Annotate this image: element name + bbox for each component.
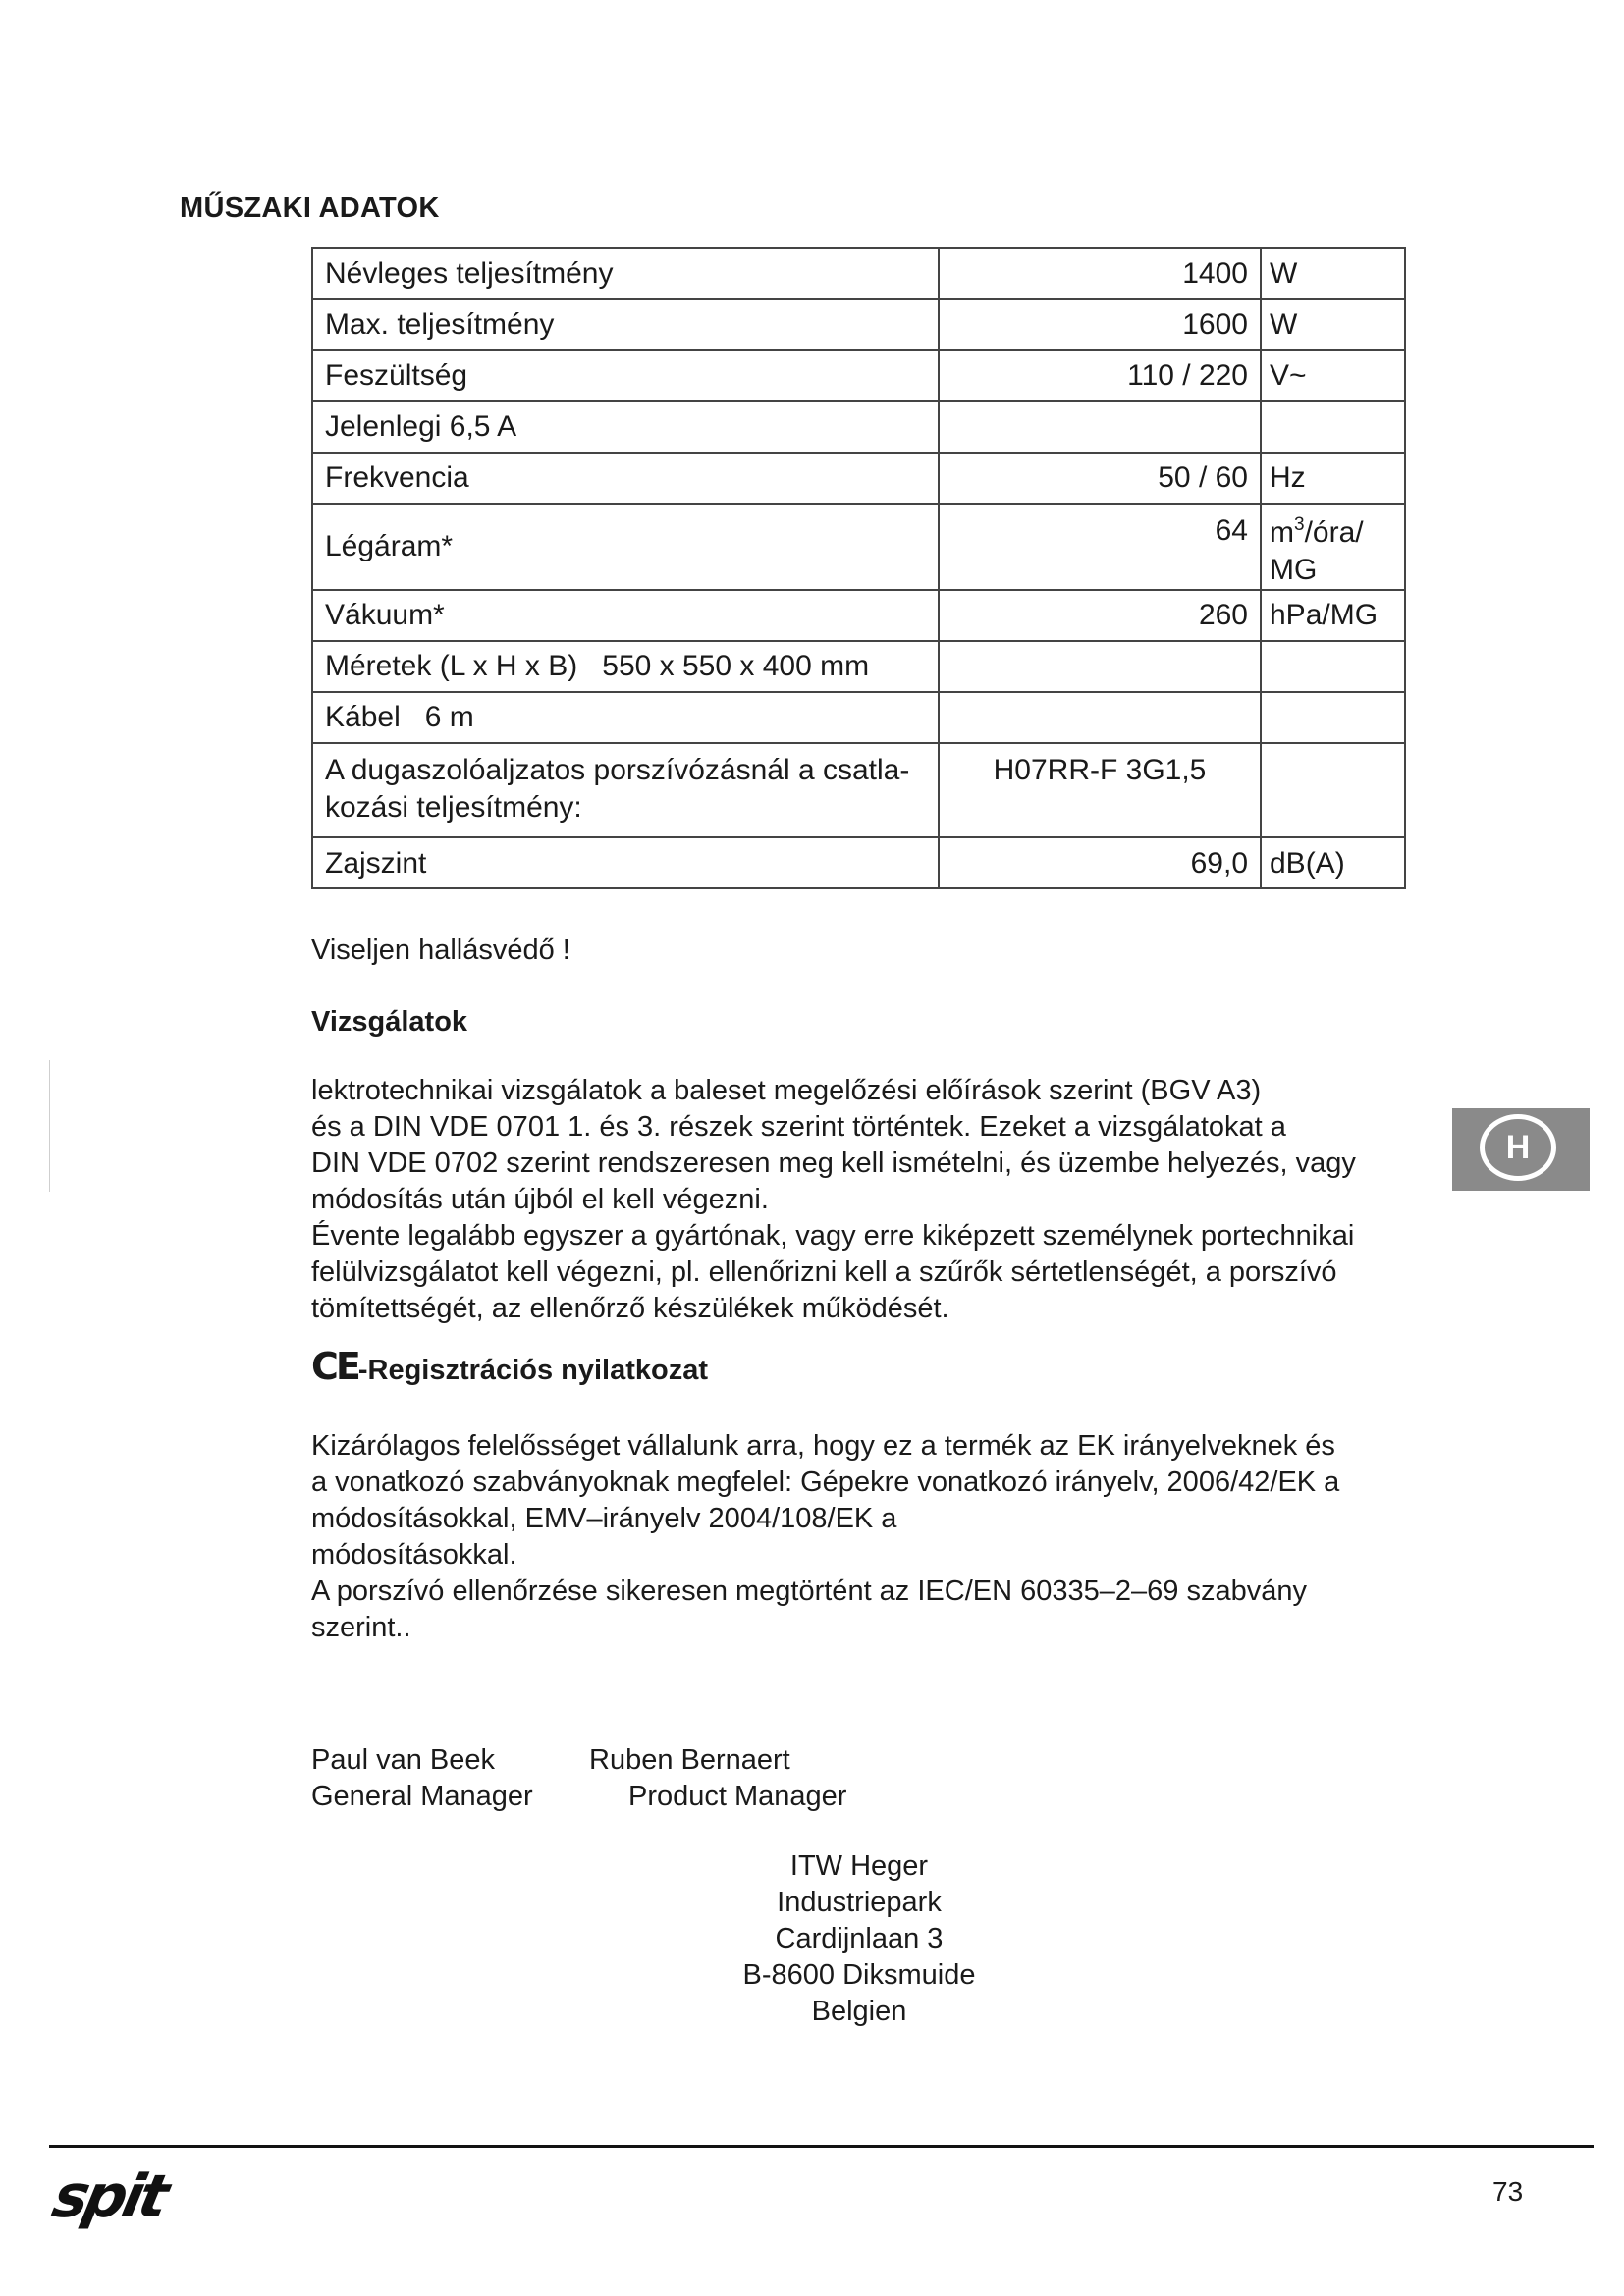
margin-mark — [49, 1060, 50, 1192]
unit-main: m — [1270, 516, 1294, 549]
unit-line2: MG — [1270, 554, 1318, 586]
footer-divider — [49, 2145, 1594, 2148]
text-line: Évente legalább egyszer a gyártónak, vagy erre kiképzett személynek portechnikai — [311, 1220, 1355, 1252]
spec-label: Zajszint — [313, 838, 940, 889]
spec-label: Névleges teljesítmény — [313, 249, 940, 298]
table-row — [313, 454, 1404, 505]
spec-label: Max. teljesítmény — [313, 300, 940, 349]
unit-rest: /óra/ — [1304, 516, 1364, 549]
spec-value: 1400 — [940, 249, 1262, 298]
spec-label: Frekvencia — [313, 454, 940, 503]
company-address — [687, 1848, 1031, 2030]
spec-unit: W — [1270, 308, 1298, 341]
spec-unit: hPa/MG — [1270, 599, 1379, 631]
spec-unit — [1262, 505, 1404, 589]
signature-1 — [311, 1742, 533, 1815]
spec-table — [311, 247, 1406, 889]
text-line: szerint.. — [311, 1612, 411, 1643]
text-line: lektrotechnikai vizsgálatok a baleset megelőzési előírások szerint (BGV A3) — [311, 1075, 1262, 1106]
signature-2 — [589, 1742, 846, 1815]
table-row — [313, 351, 1404, 402]
spec-label-line1: A dugaszolóaljzatos porszívózásnál a csatla- — [325, 754, 910, 786]
text-line: módosításokkal. — [311, 1539, 517, 1571]
spec-label-line2: kozási teljesítmény: — [325, 791, 582, 824]
spec-label — [313, 744, 940, 836]
tests-heading: Vizsgálatok — [311, 1006, 468, 1038]
spec-value — [940, 642, 1262, 691]
page-number: 73 — [1492, 2176, 1524, 2207]
text-line: DIN VDE 0702 szerint rendszeresen meg kell ismételni, és üzembe helyezés, vagy — [311, 1148, 1356, 1179]
language-badge-ring — [1480, 1114, 1556, 1181]
spec-unit — [1262, 744, 1404, 836]
text-line: felülvizsgálatot kell végezni, pl. ellenőrizni kell a szűrők sértetlenségét, a porszívó — [311, 1256, 1337, 1288]
spec-unit: V~ — [1270, 359, 1307, 392]
text-line: módosításokkal, EMV–irányelv 2004/108/EK a — [311, 1503, 897, 1534]
text-line: és a DIN VDE 0701 1. és 3. részek szerint történtek. Ezeket a vizsgálatokat a — [311, 1111, 1286, 1143]
ce-paragraph — [311, 1428, 1440, 1646]
spec-value: H07RR-F 3G1,5 — [940, 744, 1262, 836]
table-row — [313, 693, 1404, 744]
spec-value — [940, 693, 1262, 742]
language-badge-letter: H — [1505, 1128, 1531, 1166]
ce-heading-text: -Regisztrációs nyilatkozat — [357, 1355, 709, 1386]
text-line: a vonatkozó szabványoknak megfelel: Gépekre vonatkozó irányelv, 2006/42/EK a — [311, 1467, 1340, 1498]
address-line: B-8600 Diksmuide — [742, 1959, 976, 1991]
table-row — [313, 505, 1404, 591]
spec-unit: Hz — [1270, 461, 1306, 494]
table-row — [313, 838, 1404, 889]
spec-label: Vákuum* — [313, 591, 940, 640]
signatory-name: Paul van Beek — [311, 1744, 496, 1776]
logo-wordmark: spit — [46, 2163, 172, 2231]
text-line: A porszívó ellenőrzése sikeresen megtörtént az IEC/EN 60335–2–69 szabvány — [311, 1575, 1307, 1607]
spec-label: Feszültség — [313, 351, 940, 400]
spec-value: 50 / 60 — [940, 454, 1262, 503]
table-row — [313, 642, 1404, 693]
spec-unit — [1262, 642, 1404, 691]
page-title: MŰSZAKI ADATOK — [180, 192, 440, 224]
spec-value: 110 / 220 — [940, 351, 1262, 400]
text-line: módosítás után újból el kell végezni. — [311, 1184, 769, 1215]
table-row — [313, 591, 1404, 642]
signatory-role: General Manager — [311, 1781, 533, 1812]
address-line: Cardijnlaan 3 — [775, 1923, 944, 1954]
text-line: tömítettségét, az ellenőrző készülékek működését. — [311, 1293, 949, 1324]
spec-value: 1600 — [940, 300, 1262, 349]
spec-unit: dB(A) — [1270, 847, 1345, 880]
spec-unit — [1262, 402, 1404, 452]
table-row — [313, 744, 1404, 838]
address-line: ITW Heger — [789, 1850, 929, 1882]
spec-label: Kábel 6 m — [313, 693, 940, 742]
spit-logo-icon — [46, 2156, 218, 2234]
table-row — [313, 402, 1404, 454]
ce-mark-icon: CE — [311, 1345, 358, 1388]
spec-value — [940, 402, 1262, 452]
spec-label: Légáram* — [313, 505, 940, 589]
text-line: Kizárólagos felelősséget vállalunk arra, hogy ez a termék az EK irányelveknek és — [311, 1430, 1335, 1462]
spec-value: 260 — [940, 591, 1262, 640]
address-line: Industriepark — [777, 1887, 942, 1918]
tests-paragraph — [311, 1073, 1440, 1327]
spec-label: Méretek (L x H x B) 550 x 550 x 400 mm — [313, 642, 940, 691]
signatory-name: Ruben Bernaert — [589, 1744, 790, 1776]
spec-value: 69,0 — [940, 838, 1262, 889]
table-row — [313, 249, 1404, 300]
address-line: Belgien — [811, 1996, 907, 2027]
language-badge — [1452, 1108, 1590, 1191]
hearing-protection-warning: Viseljen hallásvédő ! — [311, 934, 570, 966]
ce-heading — [311, 1345, 708, 1388]
spec-unit: W — [1270, 257, 1298, 290]
spec-value: 64 — [940, 505, 1262, 589]
signatory-role: Product Manager — [628, 1781, 847, 1812]
table-row — [313, 300, 1404, 351]
spec-label: Jelenlegi 6,5 A — [313, 402, 940, 452]
spec-unit — [1262, 693, 1404, 742]
unit-superscript: 3 — [1294, 514, 1305, 535]
